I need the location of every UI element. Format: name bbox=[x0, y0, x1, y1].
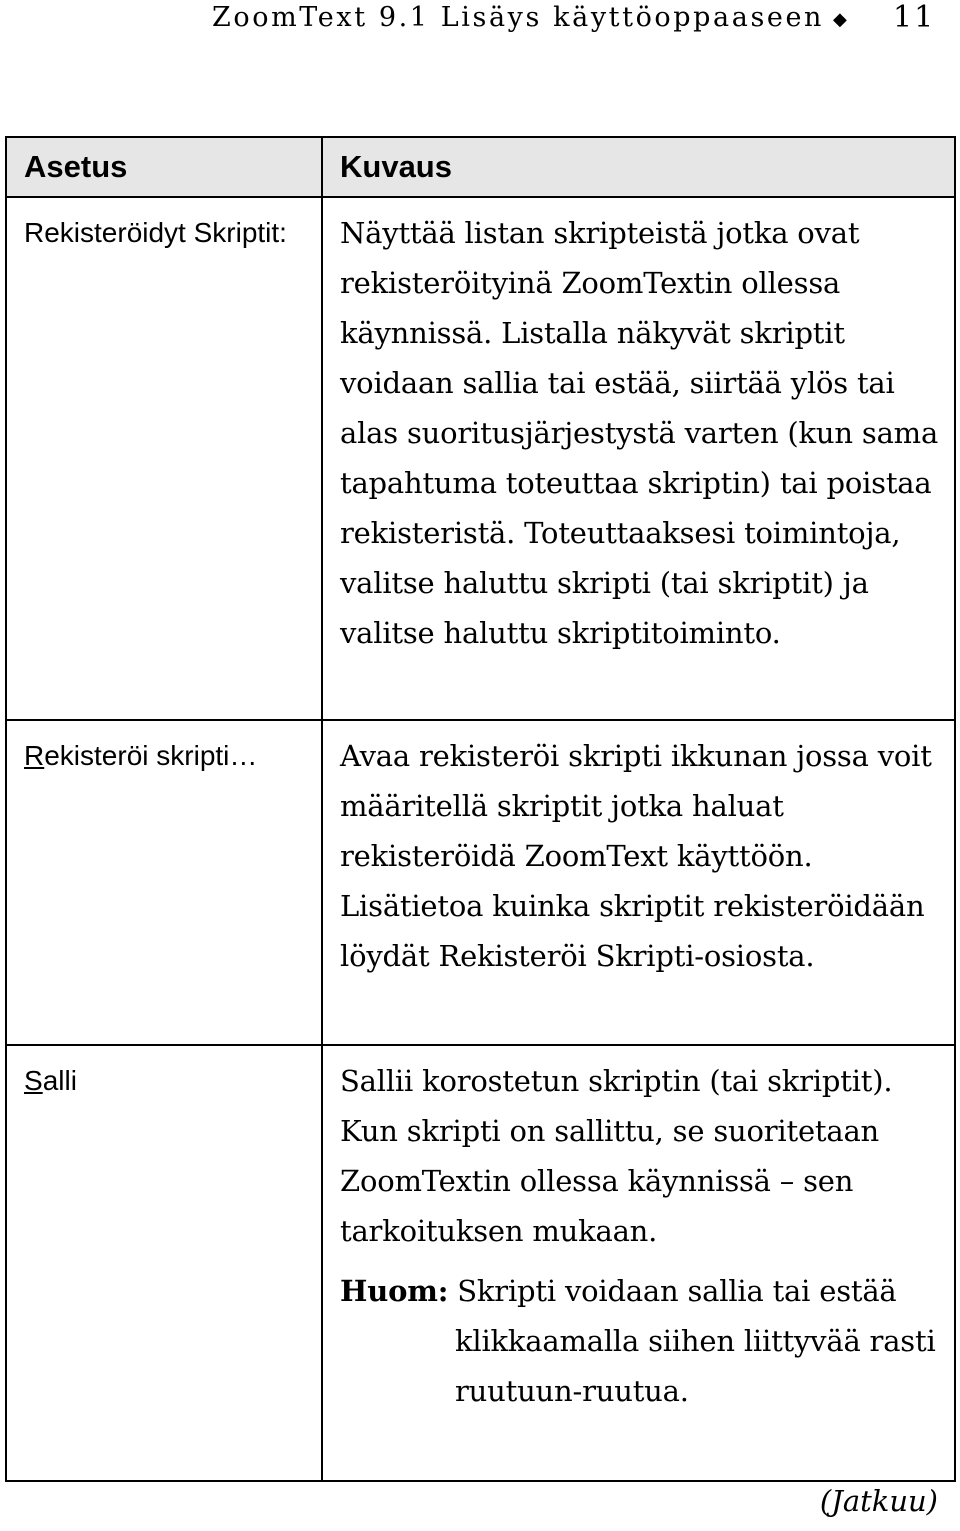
setting-register-script bbox=[6, 720, 322, 1045]
note-label: Huom: bbox=[340, 1274, 449, 1308]
page-header bbox=[0, 0, 960, 40]
setting-enable-label: alli bbox=[42, 1065, 77, 1096]
table-row bbox=[6, 720, 955, 1045]
description-registered-scripts: Näyttää listan skripteistä jotka ovat rekisteröityinä ZoomTextin ollessa käynnissä. Listalla näkyvät skriptit voidaan sallia tai estää, siirtää ylös tai alas suoritusjärjestystä varten (kun sama tapahtuma toteuttaa skriptin) tai poistaa rekisteristä. Toteuttaaksesi toimintoja, valitse haluttu skripti (tai skriptit) ja valitse haluttu skriptitoiminto. bbox=[322, 197, 955, 720]
description-register-script: Avaa rekisteröi skripti ikkunan jossa voit määritellä skriptit jotka haluat rekisteröidä ZoomText käyttöön. Lisätietoa kuinka skriptit rekisteröidään löydät Rekisteröi Skripti-osiosta. bbox=[322, 720, 955, 1045]
note-first-line: Skripti voidaan sallia tai estää bbox=[457, 1274, 897, 1308]
mnemonic-s: S bbox=[24, 1065, 43, 1096]
note bbox=[340, 1266, 944, 1416]
setting-enable bbox=[6, 1045, 322, 1481]
table-row bbox=[6, 197, 955, 720]
description-enable-text: Sallii korostetun skriptin (tai skriptit). Kun skripti on sallittu, se suoritetaan ZoomTextin ollessa käynnissä – sen tarkoituksen mukaan. bbox=[340, 1064, 893, 1248]
table-header-row bbox=[6, 137, 955, 197]
note-body: klikkaamalla siihen liittyvää rasti ruutuun-ruutua. bbox=[455, 1324, 936, 1408]
settings-table bbox=[5, 136, 956, 1482]
column-header-setting: Asetus bbox=[6, 137, 322, 197]
setting-registered-scripts: Rekisteröidyt Skriptit: bbox=[6, 197, 322, 720]
mnemonic-r: R bbox=[24, 740, 45, 771]
header-title: ZoomText 9.1 Lisäys käyttöoppaaseen bbox=[212, 2, 825, 33]
column-header-description: Kuvaus bbox=[322, 137, 955, 197]
continued-label: (Jatkuu) bbox=[819, 1484, 938, 1518]
description-enable bbox=[322, 1045, 955, 1481]
page-number: 11 bbox=[893, 0, 936, 35]
diamond-icon: ◆ bbox=[833, 9, 847, 30]
table-row bbox=[6, 1045, 955, 1481]
setting-register-script-label: ekisteröi skripti… bbox=[44, 740, 258, 771]
